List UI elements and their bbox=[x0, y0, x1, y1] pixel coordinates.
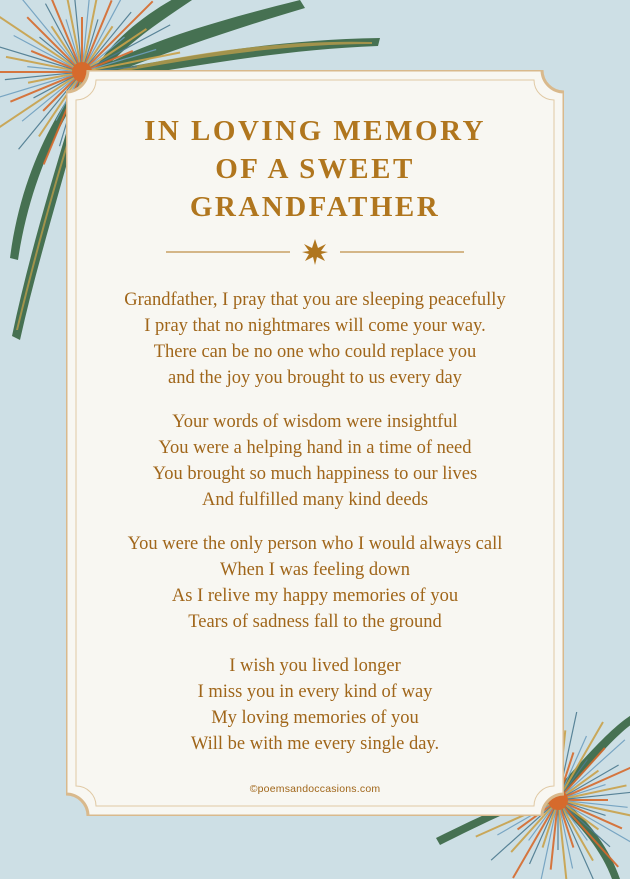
stanza bbox=[0, 653, 630, 757]
poem-line: There can be no one who could replace you bbox=[153, 342, 477, 362]
title-line: GRANDFATHER bbox=[189, 191, 441, 223]
poem-line: Will be with me every single day. bbox=[190, 734, 440, 754]
poem-line: You were a helping hand in a time of need bbox=[158, 438, 472, 458]
page-title bbox=[0, 112, 630, 226]
poem-line: You brought so much happiness to our lives bbox=[152, 464, 478, 484]
copyright-credit: ©poemsandoccasions.com bbox=[249, 783, 381, 795]
poem-line: Grandfather, I pray that you are sleeping peacefully bbox=[124, 290, 506, 310]
poem-line: I miss you in every kind of way bbox=[197, 682, 433, 702]
ornament-divider bbox=[0, 236, 630, 268]
poem-line: Your words of wisdom were insightful bbox=[172, 412, 458, 432]
poem-line: When I was feeling down bbox=[219, 560, 411, 580]
poem-line: And fulfilled many kind deeds bbox=[201, 490, 429, 510]
title-line: IN LOVING MEMORY bbox=[144, 115, 486, 147]
stanza bbox=[0, 531, 630, 635]
star-flower-icon bbox=[302, 239, 328, 265]
poem-line: Tears of sadness fall to the ground bbox=[188, 612, 442, 632]
poem bbox=[0, 287, 630, 775]
poem-line: My loving memories of you bbox=[211, 708, 419, 728]
title-line: OF A SWEET bbox=[215, 153, 415, 185]
poem-line: You were the only person who I would always call bbox=[127, 534, 503, 554]
poem-line: I wish you lived longer bbox=[229, 656, 401, 676]
stanza bbox=[0, 287, 630, 391]
poem-line: I pray that no nightmares will come your way. bbox=[144, 316, 486, 336]
poem-line: As I relive my happy memories of you bbox=[171, 586, 459, 606]
poem-line: and the joy you brought to us every day bbox=[168, 368, 462, 388]
stanza bbox=[0, 409, 630, 513]
